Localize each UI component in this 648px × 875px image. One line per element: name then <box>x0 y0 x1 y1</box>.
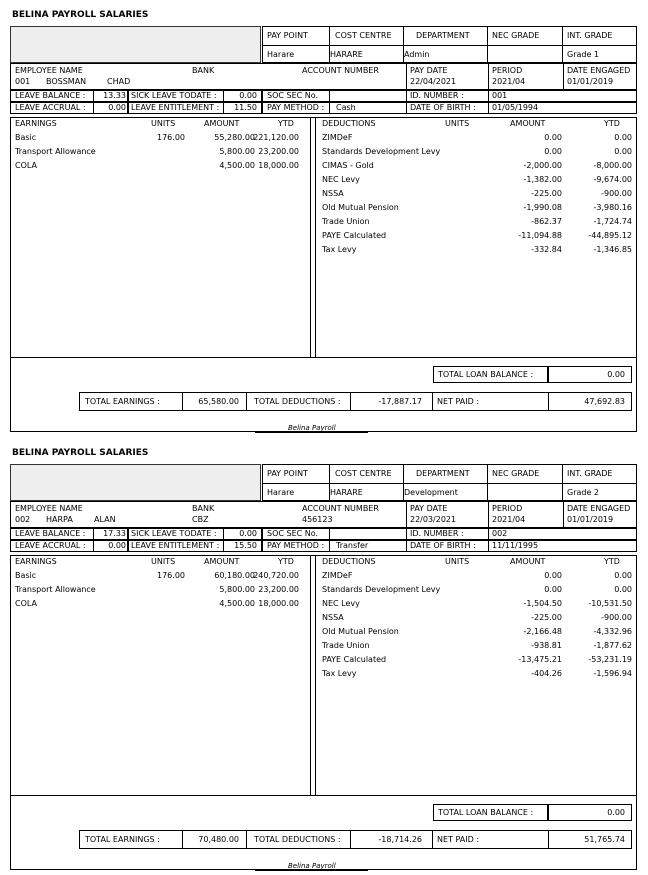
deduction-amount: -2,166.48 <box>523 627 562 636</box>
period-label: PERIOD <box>492 504 523 513</box>
pay-method-label: PAY METHOD : <box>267 103 325 112</box>
deductions-units-header: UNITS <box>445 557 470 566</box>
earning-ytd: 23,200.00 <box>258 585 299 594</box>
deduction-name: ZIMDeF <box>322 133 353 142</box>
leave-balance-value: 17.33 <box>103 529 126 538</box>
deduction-ytd: -3,980.16 <box>593 203 632 212</box>
deduction-ytd: -44,895.12 <box>588 231 632 240</box>
earnings-ytd-header: YTD <box>278 557 294 566</box>
deduction-row <box>322 611 632 625</box>
deductions-ytd-header: YTD <box>604 119 620 128</box>
leave-entitlement-label: LEAVE ENTITLEMENT : <box>131 541 220 550</box>
earning-row <box>15 569 305 583</box>
deductions-header: DEDUCTIONS <box>322 119 376 128</box>
dob-label: DATE OF BIRTH : <box>410 541 476 550</box>
pay-date-label: PAY DATE <box>410 504 448 513</box>
earning-ytd: 18,000.00 <box>258 161 299 170</box>
earnings-list <box>15 569 305 611</box>
leave-accrual-value: 0.00 <box>108 541 126 550</box>
company-title: BELINA PAYROLL SALARIES <box>12 448 149 458</box>
bank-value: CBZ <box>192 515 209 524</box>
deduction-name: Trade Union <box>322 217 370 226</box>
deduction-name: Standards Development Levy <box>322 147 441 156</box>
total-earnings-label: TOTAL EARNINGS : <box>85 397 160 406</box>
total-earnings-value: 65,580.00 <box>198 397 239 406</box>
cost-centre-header: COST CENTRE <box>335 469 392 478</box>
deductions-units-header: UNITS <box>445 119 470 128</box>
employee-code: 001 <box>15 77 31 86</box>
deduction-row <box>322 173 632 187</box>
dob-value: 01/05/1994 <box>492 103 539 112</box>
deduction-amount: -332.84 <box>531 245 562 254</box>
company-title: BELINA PAYROLL SALARIES <box>12 10 149 20</box>
deduction-ytd: 0.00 <box>614 585 632 594</box>
pay-point-header: PAY POINT <box>267 31 308 40</box>
net-paid-value: 47,692.83 <box>584 397 625 406</box>
department-value: Admin <box>404 50 430 59</box>
deduction-row <box>322 597 632 611</box>
deduction-ytd: -9,674.00 <box>593 175 632 184</box>
deduction-ytd: -4,332.96 <box>593 627 632 636</box>
payslip-1 <box>0 0 648 437</box>
earning-amount: 5,800.00 <box>219 147 255 156</box>
earnings-list <box>15 131 305 173</box>
pay-date-value: 22/04/2021 <box>410 77 457 86</box>
total-earnings-value: 70,480.00 <box>198 835 239 844</box>
int-grade-value: Grade 2 <box>567 488 600 497</box>
total-deductions-value: -17,887.17 <box>378 397 422 406</box>
deduction-name: Tax Levy <box>322 245 357 254</box>
deduction-row <box>322 201 632 215</box>
earning-row <box>15 597 305 611</box>
deduction-amount: -1,382.00 <box>523 175 562 184</box>
earning-ytd: 23,200.00 <box>258 147 299 156</box>
earning-amount: 5,800.00 <box>219 585 255 594</box>
earnings-units-header: UNITS <box>151 119 176 128</box>
nec-grade-header: NEC GRADE <box>492 31 540 40</box>
id-number-label: ID. NUMBER : <box>410 529 464 538</box>
period-value: 2021/04 <box>492 515 526 524</box>
deductions-list <box>322 569 632 681</box>
deduction-amount: -13,475.21 <box>518 655 562 664</box>
earning-ytd: 221,120.00 <box>253 133 299 142</box>
sick-leave-value: 0.00 <box>239 529 257 538</box>
deduction-amount: -225.00 <box>531 613 562 622</box>
deduction-amount: 0.00 <box>544 585 562 594</box>
pay-method-value: Transfer <box>336 541 369 550</box>
total-loan-label: TOTAL LOAN BALANCE : <box>438 370 534 379</box>
period-label: PERIOD <box>492 66 523 75</box>
date-engaged-label: DATE ENGAGED <box>567 504 631 513</box>
earning-units: 176.00 <box>157 133 185 142</box>
dob-value: 11/11/1995 <box>492 541 539 550</box>
pay-point-value: Harare <box>267 488 295 497</box>
deduction-row <box>322 215 632 229</box>
deduction-name: Old Mutual Pension <box>322 627 399 636</box>
deduction-name: PAYE Calculated <box>322 655 387 664</box>
account-number-label: ACCOUNT NUMBER <box>302 66 379 75</box>
deductions-ytd-header: YTD <box>604 557 620 566</box>
deduction-amount: -225.00 <box>531 189 562 198</box>
deduction-row <box>322 583 632 597</box>
earning-name: COLA <box>15 161 37 170</box>
department-header: DEPARTMENT <box>416 31 470 40</box>
earning-row <box>15 159 305 173</box>
pay-point-value: Harare <box>267 50 295 59</box>
account-number-value: 456123 <box>302 515 333 524</box>
id-number-label: ID. NUMBER : <box>410 91 464 100</box>
deductions-header: DEDUCTIONS <box>322 557 376 566</box>
leave-balance-value: 13.33 <box>103 91 126 100</box>
bank-label: BANK <box>192 504 215 513</box>
deduction-amount: -11,094.88 <box>518 231 562 240</box>
earnings-ytd-header: YTD <box>278 119 294 128</box>
id-number-value: 002 <box>492 529 508 538</box>
deduction-row <box>322 131 632 145</box>
pay-date-value: 22/03/2021 <box>410 515 457 524</box>
leave-entitlement-label: LEAVE ENTITLEMENT : <box>131 103 220 112</box>
pay-method-value: Cash <box>336 103 356 112</box>
deduction-amount: 0.00 <box>544 133 562 142</box>
deduction-ytd: -10,531.50 <box>588 599 632 608</box>
deduction-amount: -862.37 <box>531 217 562 226</box>
deduction-name: Tax Levy <box>322 669 357 678</box>
deduction-name: ZIMDeF <box>322 571 353 580</box>
deduction-row <box>322 639 632 653</box>
earning-ytd: 18,000.00 <box>258 599 299 608</box>
total-deductions-label: TOTAL DEDUCTIONS : <box>254 397 341 406</box>
deduction-name: Old Mutual Pension <box>322 203 399 212</box>
date-engaged-value: 01/01/2019 <box>567 515 614 524</box>
department-value: Development <box>404 488 458 497</box>
deduction-name: NSSA <box>322 613 344 622</box>
employee-name-label: EMPLOYEE NAME <box>15 504 83 513</box>
earnings-units-header: UNITS <box>151 557 176 566</box>
employee-surname: HARPA <box>46 515 73 524</box>
bank-label: BANK <box>192 66 215 75</box>
total-deductions-label: TOTAL DEDUCTIONS : <box>254 835 341 844</box>
nec-grade-header: NEC GRADE <box>492 469 540 478</box>
cost-centre-header: COST CENTRE <box>335 31 392 40</box>
deduction-row <box>322 159 632 173</box>
deduction-ytd: 0.00 <box>614 571 632 580</box>
net-paid-label: NET PAID : <box>437 397 480 406</box>
soc-sec-label: SOC SEC No. <box>267 91 319 100</box>
deduction-row <box>322 625 632 639</box>
leave-entitlement-value: 11.50 <box>234 103 257 112</box>
deduction-amount: -938.81 <box>531 641 562 650</box>
earning-amount: 4,500.00 <box>219 599 255 608</box>
earning-amount: 4,500.00 <box>219 161 255 170</box>
deduction-row <box>322 569 632 583</box>
deductions-amount-header: AMOUNT <box>510 557 546 566</box>
date-engaged-label: DATE ENGAGED <box>567 66 631 75</box>
total-earnings-label: TOTAL EARNINGS : <box>85 835 160 844</box>
deduction-row <box>322 243 632 257</box>
deduction-row <box>322 229 632 243</box>
earning-name: Transport Allowance <box>15 585 96 594</box>
int-grade-header: INT. GRADE <box>567 31 613 40</box>
earning-amount: 60,180.00 <box>214 571 255 580</box>
int-grade-value: Grade 1 <box>567 50 600 59</box>
logo-placeholder <box>10 26 261 63</box>
deduction-ytd: -1,596.94 <box>593 669 632 678</box>
earning-name: Basic <box>15 133 37 142</box>
earning-ytd: 240,720.00 <box>253 571 299 580</box>
pay-date-label: PAY DATE <box>410 66 448 75</box>
employee-name-label: EMPLOYEE NAME <box>15 66 83 75</box>
deduction-row <box>322 667 632 681</box>
employee-surname: BOSSMAN <box>46 77 87 86</box>
id-number-value: 001 <box>492 91 508 100</box>
earning-name: COLA <box>15 599 37 608</box>
earning-row <box>15 145 305 159</box>
account-number-label: ACCOUNT NUMBER <box>302 504 379 513</box>
earning-row <box>15 131 305 145</box>
deduction-row <box>322 187 632 201</box>
net-paid-value: 51,765.74 <box>584 835 625 844</box>
sick-leave-value: 0.00 <box>239 91 257 100</box>
leave-balance-label: LEAVE BALANCE : <box>15 91 86 100</box>
sick-leave-label: SICK LEAVE TODATE : <box>131 91 217 100</box>
leave-entitlement-value: 15.50 <box>234 541 257 550</box>
deduction-ytd: -8,000.00 <box>593 161 632 170</box>
department-header: DEPARTMENT <box>416 469 470 478</box>
earnings-amount-header: AMOUNT <box>204 119 240 128</box>
deduction-name: Standards Development Levy <box>322 585 441 594</box>
pay-method-label: PAY METHOD : <box>267 541 325 550</box>
deduction-ytd: -1,877.62 <box>593 641 632 650</box>
deduction-amount: 0.00 <box>544 571 562 580</box>
deduction-ytd: -900.00 <box>601 613 632 622</box>
leave-balance-label: LEAVE BALANCE : <box>15 529 86 538</box>
deduction-amount: -1,504.50 <box>523 599 562 608</box>
deduction-ytd: -1,724.74 <box>593 217 632 226</box>
payslip-2 <box>0 438 648 875</box>
leave-accrual-value: 0.00 <box>108 103 126 112</box>
deduction-ytd: -53,231.19 <box>588 655 632 664</box>
deduction-ytd: 0.00 <box>614 133 632 142</box>
earnings-header: EARNINGS <box>15 119 57 128</box>
total-loan-label: TOTAL LOAN BALANCE : <box>438 808 534 817</box>
deduction-ytd: -900.00 <box>601 189 632 198</box>
footer-label: Belina Payroll <box>288 862 336 870</box>
deduction-amount: -1,990.08 <box>523 203 562 212</box>
total-loan-value: 0.00 <box>607 808 625 817</box>
leave-accrual-label: LEAVE ACCRUAL : <box>15 541 86 550</box>
date-engaged-value: 01/01/2019 <box>567 77 614 86</box>
leave-accrual-label: LEAVE ACCRUAL : <box>15 103 86 112</box>
earning-name: Basic <box>15 571 37 580</box>
deduction-name: PAYE Calculated <box>322 231 387 240</box>
int-grade-header: INT. GRADE <box>567 469 613 478</box>
cost-centre-value: HARARE <box>330 488 363 497</box>
employee-code: 002 <box>15 515 31 524</box>
pay-point-header: PAY POINT <box>267 469 308 478</box>
net-paid-label: NET PAID : <box>437 835 480 844</box>
period-value: 2021/04 <box>492 77 526 86</box>
deduction-row <box>322 653 632 667</box>
logo-placeholder <box>10 464 261 501</box>
deduction-amount: -2,000.00 <box>523 161 562 170</box>
earnings-amount-header: AMOUNT <box>204 557 240 566</box>
total-deductions-value: -18,714.26 <box>378 835 422 844</box>
deductions-list <box>322 131 632 257</box>
employee-first-name: ALAN <box>94 515 116 524</box>
deduction-name: CIMAS - Gold <box>322 161 374 170</box>
earnings-header: EARNINGS <box>15 557 57 566</box>
deduction-name: NEC Levy <box>322 599 360 608</box>
deduction-name: NSSA <box>322 189 344 198</box>
footer-label: Belina Payroll <box>288 424 336 432</box>
deduction-ytd: 0.00 <box>614 147 632 156</box>
earning-amount: 55,280.00 <box>214 133 255 142</box>
soc-sec-label: SOC SEC No. <box>267 529 319 538</box>
deduction-row <box>322 145 632 159</box>
earning-name: Transport Allowance <box>15 147 96 156</box>
employee-first-name: CHAD <box>107 77 131 86</box>
total-loan-value: 0.00 <box>607 370 625 379</box>
deductions-amount-header: AMOUNT <box>510 119 546 128</box>
sick-leave-label: SICK LEAVE TODATE : <box>131 529 217 538</box>
deduction-ytd: -1,346.85 <box>593 245 632 254</box>
deduction-name: NEC Levy <box>322 175 360 184</box>
deduction-amount: 0.00 <box>544 147 562 156</box>
cost-centre-value: HARARE <box>330 50 363 59</box>
dob-label: DATE OF BIRTH : <box>410 103 476 112</box>
deduction-name: Trade Union <box>322 641 370 650</box>
deduction-amount: -404.26 <box>531 669 562 678</box>
earning-row <box>15 583 305 597</box>
earning-units: 176.00 <box>157 571 185 580</box>
